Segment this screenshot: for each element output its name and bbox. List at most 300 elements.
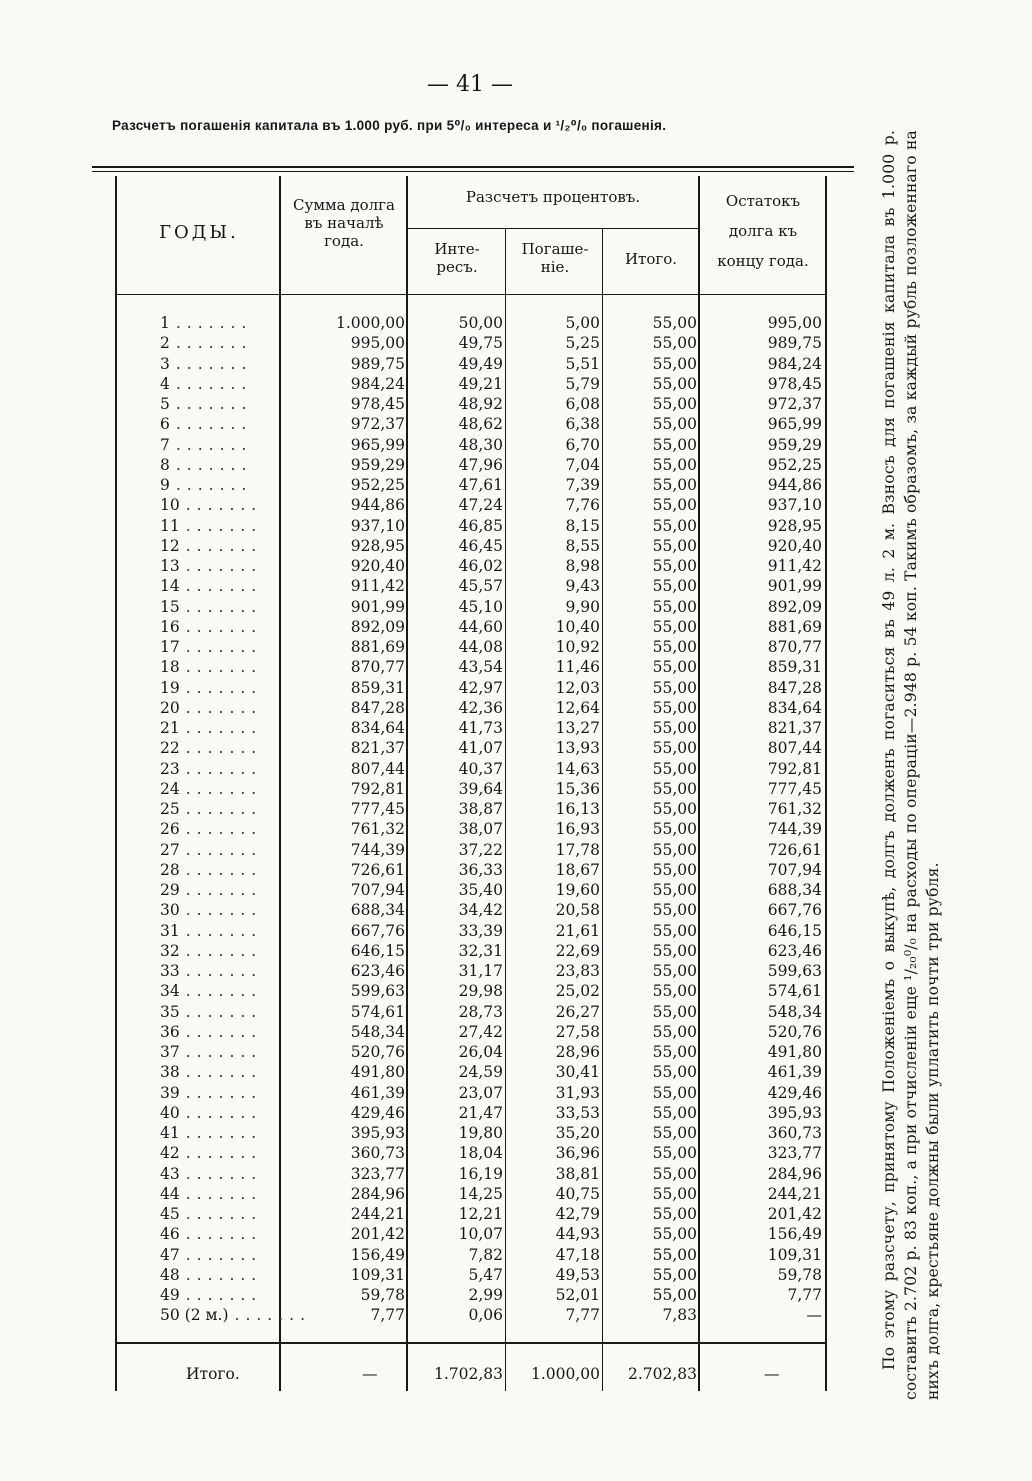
header-total: Итого. xyxy=(624,250,678,268)
year-cell xyxy=(160,597,276,617)
total-cell: 55,00 xyxy=(652,779,697,798)
leader-dots: ....... xyxy=(185,678,263,697)
amortization-cell: 26,27 xyxy=(555,1002,600,1021)
amortization-cell: 8,55 xyxy=(565,536,600,555)
interest-cell: 46,85 xyxy=(458,516,503,535)
interest-cell: 18,04 xyxy=(458,1144,503,1163)
total-cell: 55,00 xyxy=(652,698,697,717)
interest-cell: 46,45 xyxy=(458,536,503,555)
table-row xyxy=(0,313,860,333)
header-remaining xyxy=(700,186,826,276)
debt-cell: 726,61 xyxy=(350,860,405,879)
year-value: 30 xyxy=(160,901,180,920)
year-value: 8 xyxy=(160,455,170,474)
table-row xyxy=(0,394,860,414)
total-cell: 55,00 xyxy=(652,455,697,474)
table-body xyxy=(0,313,860,1326)
year-value: 29 xyxy=(160,881,180,899)
remaining-cell: 761,32 xyxy=(767,800,822,818)
debt-cell: 491,80 xyxy=(350,1063,405,1082)
year-value: 39 xyxy=(160,1083,180,1102)
year-cell xyxy=(160,799,276,819)
header-amortization xyxy=(507,240,603,276)
remaining-cell: 944,86 xyxy=(767,476,822,494)
total-cell: 55,00 xyxy=(652,901,697,920)
year-value: 1 xyxy=(160,314,170,332)
interest-cell: 43,54 xyxy=(458,658,503,677)
year-cell xyxy=(160,880,276,900)
year-value: 2 xyxy=(160,334,170,353)
remaining-cell: 881,69 xyxy=(767,617,822,636)
header-interest-line2: ресъ. xyxy=(436,258,478,276)
header-remaining-line2: долга къ xyxy=(728,222,798,240)
total-cell: 55,00 xyxy=(652,597,697,616)
remaining-cell: 834,64 xyxy=(767,698,822,717)
year-value: 7 xyxy=(160,435,170,454)
leader-dots: ....... xyxy=(185,536,263,555)
interest-cell: 47,96 xyxy=(458,455,503,474)
year-cell xyxy=(160,455,276,475)
amortization-cell: 13,93 xyxy=(555,739,600,758)
year-value: 22 xyxy=(160,739,180,758)
amortization-cell: 28,96 xyxy=(555,1043,600,1061)
debt-cell: 901,99 xyxy=(350,597,405,616)
year-cell xyxy=(160,1224,276,1244)
year-cell xyxy=(160,333,276,353)
amortization-cell: 52,01 xyxy=(555,1286,600,1304)
year-cell xyxy=(160,394,276,414)
amortization-cell: 11,46 xyxy=(555,658,600,677)
debt-cell: 1.000,00 xyxy=(335,314,405,332)
remaining-cell: 928,95 xyxy=(767,516,822,535)
year-cell xyxy=(160,1002,276,1022)
debt-cell: 959,29 xyxy=(350,455,405,474)
year-cell xyxy=(160,1285,276,1305)
table-row xyxy=(0,698,860,718)
total-cell: 55,00 xyxy=(652,395,697,413)
debt-cell: 892,09 xyxy=(350,617,405,636)
table-row xyxy=(0,637,860,657)
interest-cell: 35,40 xyxy=(458,881,503,899)
amortization-cell: 20,58 xyxy=(555,901,600,920)
totals-remaining: — xyxy=(764,1365,780,1383)
leader-dots: ....... xyxy=(185,881,263,899)
amortization-cell: 25,02 xyxy=(555,982,600,1001)
leader-dots: ....... xyxy=(185,638,263,656)
remaining-cell: 989,75 xyxy=(767,334,822,353)
interest-cell: 29,98 xyxy=(458,982,503,1001)
table-row xyxy=(0,961,860,981)
remaining-cell: 959,29 xyxy=(767,435,822,454)
table-row xyxy=(0,840,860,860)
leader-dots: ....... xyxy=(185,1022,263,1041)
amortization-cell: 36,96 xyxy=(555,1144,600,1163)
leader-dots: ....... xyxy=(185,1002,263,1021)
table-row xyxy=(0,536,860,556)
year-value: 44 xyxy=(160,1184,180,1203)
leader-dots: ....... xyxy=(185,597,263,616)
table-row xyxy=(0,475,860,495)
year-cell xyxy=(160,576,276,596)
table-row xyxy=(0,1164,860,1184)
leader-dots: ....... xyxy=(175,354,253,373)
table-row xyxy=(0,1042,860,1062)
total-cell: 55,00 xyxy=(652,840,697,859)
remaining-cell: 995,00 xyxy=(767,314,822,332)
year-cell xyxy=(160,1265,276,1285)
debt-cell: 646,15 xyxy=(350,941,405,960)
interest-cell: 38,07 xyxy=(458,820,503,839)
interest-cell: 39,64 xyxy=(458,779,503,798)
debt-cell: 520,76 xyxy=(350,1043,405,1061)
table-row xyxy=(0,374,860,394)
leader-dots: ....... xyxy=(185,496,263,515)
remaining-cell: 574,61 xyxy=(767,982,822,1001)
year-cell xyxy=(160,900,276,920)
remaining-cell: 244,21 xyxy=(767,1184,822,1203)
total-cell: 7,83 xyxy=(662,1306,697,1325)
leader-dots: ....... xyxy=(185,658,263,677)
leader-dots: ....... xyxy=(185,941,263,960)
year-value: 31 xyxy=(160,921,180,940)
leader-dots: ....... xyxy=(185,1164,263,1183)
year-cell xyxy=(160,961,276,981)
remaining-cell: 821,37 xyxy=(767,719,822,737)
total-cell: 55,00 xyxy=(652,1103,697,1122)
debt-cell: 989,75 xyxy=(350,354,405,373)
table-row xyxy=(0,981,860,1001)
year-value: 20 xyxy=(160,698,180,717)
debt-cell: 761,32 xyxy=(350,820,405,839)
year-value: 50 (2 м.) xyxy=(160,1306,229,1325)
interest-cell: 16,19 xyxy=(458,1164,503,1183)
total-cell: 55,00 xyxy=(652,1022,697,1041)
year-value: 46 xyxy=(160,1225,180,1244)
remaining-cell: 667,76 xyxy=(767,901,822,920)
remaining-cell: 972,37 xyxy=(767,395,822,413)
table-row xyxy=(0,1245,860,1265)
totals-top-rule xyxy=(115,1342,827,1344)
table-row xyxy=(0,1002,860,1022)
table-row xyxy=(0,678,860,698)
remaining-cell: 792,81 xyxy=(767,759,822,778)
interest-cell: 31,17 xyxy=(458,962,503,980)
interest-cell: 44,60 xyxy=(458,617,503,636)
amortization-cell: 7,77 xyxy=(565,1306,600,1325)
year-value: 36 xyxy=(160,1022,180,1041)
amortization-cell: 7,04 xyxy=(565,455,600,474)
remaining-cell: 892,09 xyxy=(767,597,822,616)
interest-cell: 48,30 xyxy=(458,435,503,454)
interest-cell: 45,10 xyxy=(458,597,503,616)
header-debt-start xyxy=(282,196,406,250)
year-value: 5 xyxy=(160,395,170,413)
interest-cell: 38,87 xyxy=(458,800,503,818)
year-cell xyxy=(160,1042,276,1062)
header-bottom-rule xyxy=(115,294,827,295)
debt-cell: 688,34 xyxy=(350,901,405,920)
leader-dots: ....... xyxy=(185,516,263,535)
year-value: 41 xyxy=(160,1124,180,1142)
table-row xyxy=(0,1123,860,1143)
remaining-cell: 901,99 xyxy=(767,577,822,596)
top-rule xyxy=(92,166,854,168)
remaining-cell: 201,42 xyxy=(767,1205,822,1223)
leader-dots: ....... xyxy=(185,1103,263,1122)
year-value: 9 xyxy=(160,476,170,494)
debt-cell: 984,24 xyxy=(350,374,405,393)
leader-dots: ....... xyxy=(175,415,253,434)
year-cell xyxy=(160,1204,276,1224)
amortization-cell: 7,39 xyxy=(565,476,600,494)
remaining-cell: 623,46 xyxy=(767,941,822,960)
interest-cell: 19,80 xyxy=(458,1124,503,1142)
remaining-cell: 599,63 xyxy=(767,962,822,980)
amortization-cell: 9,90 xyxy=(565,597,600,616)
year-cell xyxy=(160,941,276,961)
year-cell xyxy=(160,1143,276,1163)
table-row xyxy=(0,1204,860,1224)
leader-dots: ....... xyxy=(234,1306,312,1325)
interest-cell: 21,47 xyxy=(458,1103,503,1122)
year-cell xyxy=(160,435,276,455)
debt-cell: 360,73 xyxy=(350,1144,405,1163)
debt-cell: 7,77 xyxy=(370,1306,405,1325)
debt-cell: 244,21 xyxy=(350,1205,405,1223)
table-row xyxy=(0,1103,860,1123)
remaining-cell: 7,77 xyxy=(787,1286,822,1304)
debt-cell: 870,77 xyxy=(350,658,405,677)
year-value: 28 xyxy=(160,860,180,879)
interest-cell: 47,24 xyxy=(458,496,503,515)
remaining-cell: 978,45 xyxy=(767,374,822,393)
leader-dots: ....... xyxy=(185,820,263,839)
leader-dots: ....... xyxy=(175,374,253,393)
year-cell xyxy=(160,637,276,657)
leader-dots: ....... xyxy=(185,577,263,596)
leader-dots: ....... xyxy=(185,617,263,636)
table-row xyxy=(0,779,860,799)
debt-cell: 978,45 xyxy=(350,395,405,413)
total-cell: 55,00 xyxy=(652,374,697,393)
interest-cell: 0,06 xyxy=(468,1306,503,1325)
interest-cell: 26,04 xyxy=(458,1043,503,1061)
leader-dots: ....... xyxy=(185,557,263,575)
amortization-cell: 31,93 xyxy=(555,1083,600,1102)
total-cell: 55,00 xyxy=(652,658,697,677)
header-interest xyxy=(408,240,506,276)
total-cell: 55,00 xyxy=(652,759,697,778)
total-cell: 55,00 xyxy=(652,557,697,575)
table-row xyxy=(0,354,860,374)
amortization-cell: 38,81 xyxy=(555,1164,600,1183)
debt-cell: 807,44 xyxy=(350,759,405,778)
year-value: 18 xyxy=(160,658,180,677)
total-cell: 55,00 xyxy=(652,1002,697,1021)
year-cell xyxy=(160,738,276,758)
interest-cell: 36,33 xyxy=(458,860,503,879)
debt-cell: 972,37 xyxy=(350,415,405,434)
debt-cell: 792,81 xyxy=(350,779,405,798)
remaining-cell: 847,28 xyxy=(767,678,822,697)
table-row xyxy=(0,1305,860,1325)
interest-group-rule xyxy=(406,228,699,229)
amortization-cell: 15,36 xyxy=(555,779,600,798)
remaining-cell: 920,40 xyxy=(767,536,822,555)
interest-cell: 27,42 xyxy=(458,1022,503,1041)
debt-cell: 201,42 xyxy=(350,1225,405,1244)
table-row xyxy=(0,1143,860,1163)
leader-dots: ....... xyxy=(185,779,263,798)
amortization-cell: 16,13 xyxy=(555,800,600,818)
leader-dots: ....... xyxy=(185,1265,263,1284)
year-value: 21 xyxy=(160,719,180,737)
year-cell xyxy=(160,718,276,738)
interest-cell: 49,21 xyxy=(458,374,503,393)
table-row xyxy=(0,414,860,434)
amortization-cell: 19,60 xyxy=(555,881,600,899)
table-row xyxy=(0,495,860,515)
table-row xyxy=(0,435,860,455)
debt-cell: 59,78 xyxy=(360,1286,405,1304)
header-debt-start-line1: Сумма долга xyxy=(293,196,395,214)
totals-total: 2.702,83 xyxy=(627,1365,697,1383)
amortization-cell: 5,00 xyxy=(565,314,600,332)
year-value: 43 xyxy=(160,1164,180,1183)
total-cell: 55,00 xyxy=(652,941,697,960)
amortization-cell: 9,43 xyxy=(565,577,600,596)
header-interest-line1: Инте- xyxy=(434,240,480,258)
debt-cell: 599,63 xyxy=(350,982,405,1001)
top-rule-thin xyxy=(92,171,854,172)
interest-cell: 48,62 xyxy=(458,415,503,434)
debt-cell: 881,69 xyxy=(350,638,405,656)
header-interest-group: Разсчетъ процентовъ. xyxy=(465,188,641,206)
table-row xyxy=(0,860,860,880)
year-value: 6 xyxy=(160,415,170,434)
total-cell: 55,00 xyxy=(652,1144,697,1163)
total-cell: 55,00 xyxy=(652,1164,697,1183)
amortization-cell: 7,76 xyxy=(565,496,600,515)
remaining-cell: 548,34 xyxy=(767,1002,822,1021)
amortization-cell: 8,15 xyxy=(565,516,600,535)
year-value: 14 xyxy=(160,577,180,596)
amortization-cell: 17,78 xyxy=(555,840,600,859)
year-value: 11 xyxy=(160,516,180,535)
year-value: 23 xyxy=(160,759,180,778)
year-value: 16 xyxy=(160,617,180,636)
table-row xyxy=(0,718,860,738)
year-cell xyxy=(160,556,276,576)
header-amortization-line2: ніе. xyxy=(540,258,570,276)
debt-cell: 928,95 xyxy=(350,536,405,555)
header-debt-start-line3: года. xyxy=(324,232,364,250)
total-cell: 55,00 xyxy=(652,435,697,454)
remaining-cell: 859,31 xyxy=(767,658,822,677)
header-amortization-line1: Погаше- xyxy=(521,240,589,258)
year-cell xyxy=(160,1022,276,1042)
total-cell: 55,00 xyxy=(652,1265,697,1284)
year-value: 17 xyxy=(160,638,180,656)
table-row xyxy=(0,799,860,819)
table-row xyxy=(0,576,860,596)
interest-cell: 7,82 xyxy=(468,1245,503,1264)
amortization-cell: 47,18 xyxy=(555,1245,600,1264)
amortization-cell: 35,20 xyxy=(555,1124,600,1142)
table-row xyxy=(0,759,860,779)
amortization-cell: 12,03 xyxy=(555,678,600,697)
year-value: 15 xyxy=(160,597,180,616)
interest-cell: 10,07 xyxy=(458,1225,503,1244)
header-debt-start-line2: въ началѣ xyxy=(304,214,384,232)
interest-cell: 33,39 xyxy=(458,921,503,940)
amortization-cell: 5,79 xyxy=(565,374,600,393)
debt-cell: 952,25 xyxy=(350,476,405,494)
amortization-cell: 33,53 xyxy=(555,1103,600,1122)
totals-debt: — xyxy=(362,1365,378,1383)
debt-cell: 623,46 xyxy=(350,962,405,980)
interest-cell: 41,07 xyxy=(458,739,503,758)
remaining-cell: 984,24 xyxy=(767,354,822,373)
amortization-cell: 13,27 xyxy=(555,719,600,737)
remaining-cell: 360,73 xyxy=(767,1124,822,1142)
total-cell: 55,00 xyxy=(652,1184,697,1203)
amortization-cell: 10,92 xyxy=(555,638,600,656)
header-remaining-line1: Остатокъ xyxy=(725,192,801,210)
table-row xyxy=(0,597,860,617)
table-row xyxy=(0,1184,860,1204)
interest-cell: 50,00 xyxy=(458,314,503,332)
interest-cell: 44,08 xyxy=(458,638,503,656)
total-cell: 55,00 xyxy=(652,1245,697,1264)
year-cell xyxy=(160,536,276,556)
debt-cell: 859,31 xyxy=(350,678,405,697)
year-cell xyxy=(160,354,276,374)
leader-dots: ....... xyxy=(185,962,263,980)
total-cell: 55,00 xyxy=(652,1063,697,1082)
total-cell: 55,00 xyxy=(652,354,697,373)
remaining-cell: 646,15 xyxy=(767,921,822,940)
leader-dots: ....... xyxy=(185,719,263,737)
year-value: 33 xyxy=(160,962,180,980)
total-cell: 55,00 xyxy=(652,921,697,940)
amortization-cell: 14,63 xyxy=(555,759,600,778)
side-note xyxy=(878,130,998,1400)
table-row xyxy=(0,1083,860,1103)
year-value: 10 xyxy=(160,496,180,515)
remaining-cell: 707,94 xyxy=(767,860,822,879)
total-cell: 55,00 xyxy=(652,820,697,839)
leader-dots: ....... xyxy=(185,921,263,940)
amortization-cell: 27,58 xyxy=(555,1022,600,1041)
year-value: 49 xyxy=(160,1286,180,1304)
leader-dots: ....... xyxy=(185,698,263,717)
leader-dots: ....... xyxy=(175,334,253,353)
year-value: 42 xyxy=(160,1144,180,1163)
total-cell: 55,00 xyxy=(652,617,697,636)
amortization-cell: 23,83 xyxy=(555,962,600,980)
year-value: 27 xyxy=(160,840,180,859)
remaining-cell: 109,31 xyxy=(767,1245,822,1264)
amortization-cell: 6,38 xyxy=(565,415,600,434)
year-cell xyxy=(160,779,276,799)
leader-dots: ....... xyxy=(185,800,263,818)
total-cell: 55,00 xyxy=(652,577,697,596)
total-cell: 55,00 xyxy=(652,860,697,879)
amortization-cell: 49,53 xyxy=(555,1265,600,1284)
leader-dots: ....... xyxy=(175,435,253,454)
leader-dots: ....... xyxy=(185,1225,263,1244)
